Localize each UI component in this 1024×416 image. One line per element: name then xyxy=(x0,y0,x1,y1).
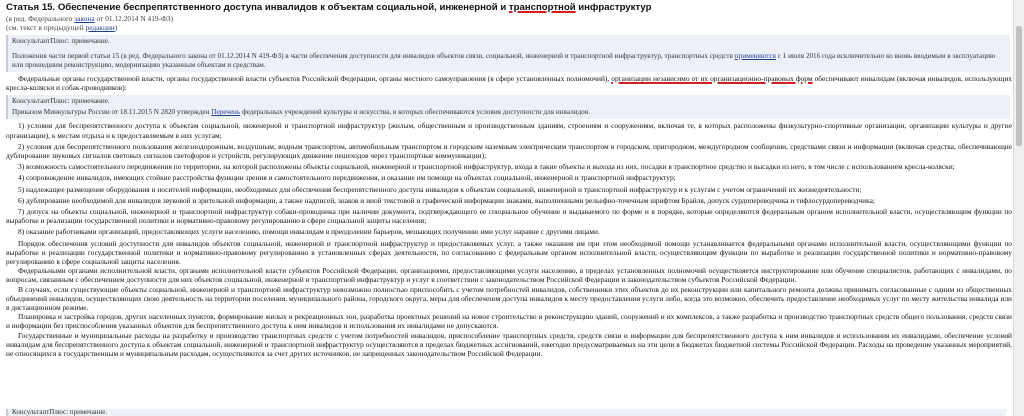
note-text xyxy=(12,108,1006,117)
note-heading: КонсультантПлюс: примечание. xyxy=(12,37,110,45)
scrollbar-thumb[interactable] xyxy=(1016,26,1022,146)
title-text: Статья 15. Обеспечение беспрепятственного доступа инвалидов к объектам социальной, инженерной и xyxy=(6,2,509,13)
paragraph: Государственные и муниципальные расходы на разработку и производство транспортных средств с учетом потребностей инвалидов, приспособление транспортных средств, средств связи и информации для беспрепятственного доступа к ним инвалидов и использования их инвалидами, обеспечение условий инвалидам для беспрепятственного доступа к объектам социальной, инженерной и транспортной инфраструктур осуществляются в пределах бюджетных ассигнований, ежегодно предусматриваемых на эти цели в бюджетах бюджетной системы Российской Федерации. Расходы на проведение указанных мероприятий, не относящихся к государственным и муниципальным расходам, осуществляются за счет других источников, не запрещенных законодательством Российской Федерации. xyxy=(6,330,1012,359)
list-item: 7) допуск на объекты социальной, инженерной и транспортной инфраструктур собаки-проводника при наличии документа, подтверждающего ее специальное обучение и выдаваемого по форме и в порядке, которые определяются федеральным органом исполнительной власти, осуществляющим функции по выработке и реализации государственной политики и нормативно-правовому регулированию в сфере социальной защиты населения; xyxy=(6,207,1012,226)
paragraph: Планировка и застройка городов, других населенных пунктов, формирование жилых и рекреационных зон, разработка проектных решений на новое строительство и реконструкцию зданий, сооружений и их комплексов, а также разработка и производство транспортных средств общего пользования, средств связи и информации без приспособления указанных объектов для беспрепятственного доступа к ним инвалидов и использования их инвалидами не допускаются. xyxy=(6,312,1012,331)
paragraph: Порядок обеспечения условий доступности для инвалидов объектов социальной, инженерной и транспортной инфраструктур и предоставляемых услуг, а также оказания им при этом необходимой помощи устанавливается федеральными органами исполнительной власти, осуществляющими функции по выработке и реализации государственной политики и нормативно-правовому регулированию в установленных сферах деятельности, по согласованию с федеральным органом исполнительной власти, осуществляющим функции по выработке и реализации государственной политики и нормативно-правовому регулированию в сфере социальной защиты населения. xyxy=(6,238,1012,267)
paragraph: В случаях, если существующие объекты социальной, инженерной и транспортной инфраструктур невозможно полностью приспособить с учетом потребностей инвалидов, собственники этих объектов до их реконструкции или капитального ремонта должны принимать согласованные с одним из общественных объединений инвалидов, осуществляющих свою деятельность на территории поселения, муниципального района, городского округа, меры для обеспечения доступа инвалидов к месту предоставления услуги либо, когда это возможно, обеспечить предоставление необходимых услуг по месту жительства инвалида или в дистанционном режиме. xyxy=(6,284,1012,313)
list-item: 5) надлежащее размещение оборудования и носителей информации, необходимых для обеспечения беспрепятственного доступа инвалидов к объектам социальной, инженерной и транспортной инфраструктур и к услугам с учетом ограничений их жизнедеятельности; xyxy=(18,184,862,194)
items-list xyxy=(6,121,1012,236)
note-heading: КонсультантПлюс: примечание. xyxy=(12,97,110,106)
change-line xyxy=(6,23,1012,32)
list-item: 1) условия для беспрепятственного доступа к объектам социальной, инженерной и транспортной инфраструктур (жилым, общественным и производственным зданиям, строениям и сооружениям, включая те, в которых расположены физкультурно-спортивные организации, организации культуры и другие организации), к местам отдыха и к предоставляемым в них услугам; xyxy=(6,121,1012,140)
title-text-end: инфраструктур xyxy=(575,2,652,13)
note-text-b: с 1 июля 2016 года исключительно ко вновь вводимым в эксплуатацию или прошедшим реконструкцию, модернизацию указанным объектам и средствам. xyxy=(12,52,996,69)
list-item: 6) дублирование необходимой для инвалидов звуковой и зрительной информации, а также надписей, знаков и иной текстовой и графической информации знаками, выполненными рельефно-точечным шрифтом Брайля, допуск сурдопереводчика и тифлосурдопереводчика; xyxy=(18,195,875,205)
note2-a: Приказом Минкультуры России от 18.11.2015 N 2820 утвержден xyxy=(12,108,212,117)
consultant-note-3: КонсультантПлюс: примечание. xyxy=(6,409,1006,416)
change-suffix: ) xyxy=(114,23,118,32)
note2-b: федеральных учреждений культуры и искусства, в которых обеспечиваются условия доступности для инвалидов. xyxy=(240,108,590,117)
list-link[interactable]: Перечень xyxy=(211,108,241,117)
list-item: 4) сопровождение инвалидов, имеющих стойкие расстройства функции зрения и самостоятельного передвижения, и оказание им помощи на объектах социальной, инженерной и транспортной инфраструктур; xyxy=(18,173,676,183)
title-highlight: транспортной xyxy=(508,2,576,13)
article-title xyxy=(6,2,1012,14)
list-item: 2) условия для беспрепятственного пользования железнодорожным, воздушным, водным транспортом, автомобильным транспортом и городским наземным электрическим транспортом в городском, пригородном, междугородном сообщении, средствами связи и информации (включая средства, обеспечивающие дублирование звуковых сигналов световых сигналов светофоров и устройств, регулирующих движение пешеходов через транспортные коммуникации); xyxy=(6,141,1012,161)
edition-line xyxy=(6,14,1012,23)
article-body xyxy=(6,2,1012,358)
vertical-scrollbar[interactable] xyxy=(1013,0,1024,416)
note-text xyxy=(12,52,1006,70)
applies-link[interactable]: применяются xyxy=(734,52,776,60)
consultant-note-2 xyxy=(6,95,1010,119)
edition-suffix: от 01.12.2014 N 419-ФЗ) xyxy=(94,14,174,23)
law-link[interactable]: закона xyxy=(74,14,95,23)
highlighted-organizations: организации независимо от их организационно-правовых форм xyxy=(611,74,813,83)
paragraph-intro xyxy=(6,74,1012,92)
consultant-note-1 xyxy=(6,35,1010,72)
edition-prefix: (в ред. Федерального xyxy=(6,14,75,23)
list-item: 3) возможность самостоятельного передвижения по территории, на которой расположены объекты социальной, инженерной и транспортной инфраструктур, входа в такие объекты и выхода из них, посадки в транспортное средство и высадки из него, в том числе с использованием кресла-коляски; xyxy=(18,162,955,172)
paragraph: Федеральными органами исполнительной власти, органами исполнительной власти субъектов Российской Федерации, организациями, предоставляющими услуги населению, в пределах установленных полномочий осуществляется инструктирование или обучение специалистов, работающих с инвалидами, по вопросам, связанным с обеспечением доступности для них объектов социальной, инженерной и транспортной инфраструктур и услуг в соответствии с законодательством Российской Федерации и законодательством субъектов Российской Федерации. xyxy=(6,266,1012,285)
list-item: 8) оказание работниками организаций, предоставляющих услуги населению, помощи инвалидам в преодолении барьеров, мешающих получению ими услуг наравне с другими лицами. xyxy=(18,227,600,237)
intro-c: обеспечивают инвалидам (включая инвалидов, использующих кресла-коляски и собак-проводников): xyxy=(6,74,1012,93)
change-prefix: (см. текст в предыдущей xyxy=(6,23,86,32)
note-text-a: Положения части первой статьи 15 (в ред. Федерального закона от 01.12.2014 N 419-ФЗ) в части обеспечения доступности для инвалидов объектов связи, социальной, инженерной и транспортной инфраструктур, транспортных средств xyxy=(12,52,735,60)
intro-a: Федеральные органы государственной власти, органы государственной власти субъектов Российской Федерации, органы местного самоуправления (в сфере установленных полномочий), xyxy=(18,74,612,83)
previous-edition-link[interactable]: редакции xyxy=(85,23,115,32)
